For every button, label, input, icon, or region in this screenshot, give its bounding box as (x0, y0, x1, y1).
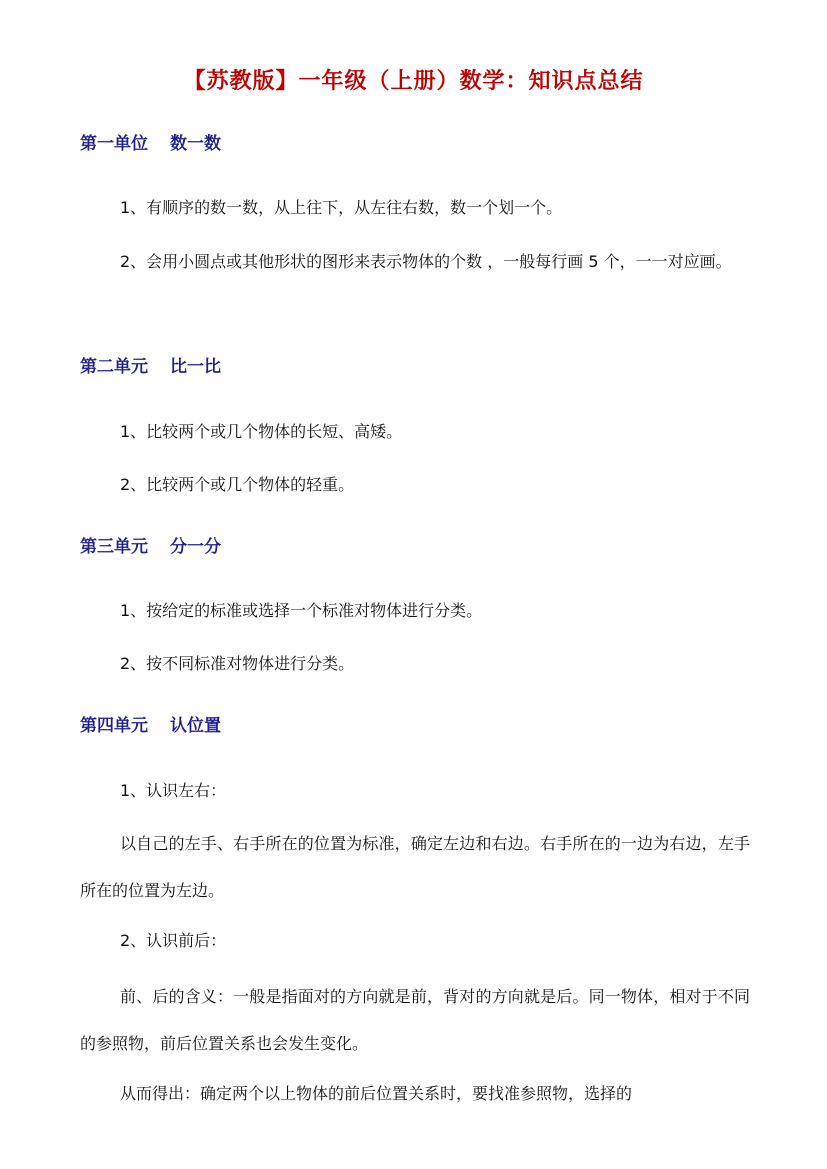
section-topic: 数一数 (170, 134, 221, 154)
paragraph: 2、按不同标准对物体进行分类。 (120, 654, 355, 673)
section-topic: 比一比 (170, 357, 221, 377)
paragraph: 1、认识左右： (120, 781, 227, 800)
section-topic: 认位置 (170, 716, 221, 736)
paragraph: 1、比较两个或几个物体的长短、高矮。 (120, 422, 403, 441)
section-heading-3 (80, 535, 221, 559)
section-heading-2 (80, 355, 221, 379)
paragraph: 前、后的含义：一般是指面对的方向就是前，背对的方向就是后。同一物体，相对于不同的参照物，前后位置关系也会发生变化。 (80, 987, 750, 1053)
paragraph: 2、认识前后： (120, 931, 227, 950)
paragraph: 2、比较两个或几个物体的轻重。 (120, 475, 355, 494)
paragraph: 1、按给定的标准或选择一个标准对物体进行分类。 (120, 601, 483, 620)
section-topic: 分一分 (170, 537, 221, 557)
section-heading-1 (80, 132, 221, 156)
section-unit: 第一单位 (80, 134, 148, 154)
section-heading-4 (80, 714, 221, 738)
section-unit: 第四单元 (80, 716, 148, 736)
section-unit: 第三单元 (80, 537, 148, 557)
paragraph: 2、会用小圆点或其他形状的图形来表示物体的个数 ，一般每行画 5 个，一一对应画。 (120, 252, 732, 271)
document-title: 【苏教版】一年级（上册）数学：知识点总结 (183, 68, 644, 94)
paragraph: 1、有顺序的数一数，从上往下，从左往右数，数一个划一个。 (120, 198, 563, 217)
paragraph: 从而得出：确定两个以上物体的前后位置关系时，要找准参照物，选择的 (120, 1084, 633, 1103)
section-unit: 第二单元 (80, 357, 148, 377)
paragraph: 以自己的左手、右手所在的位置为标准，确定左边和右边。右手所在的一边为右边，左手所在的位置为左边。 (80, 834, 750, 900)
